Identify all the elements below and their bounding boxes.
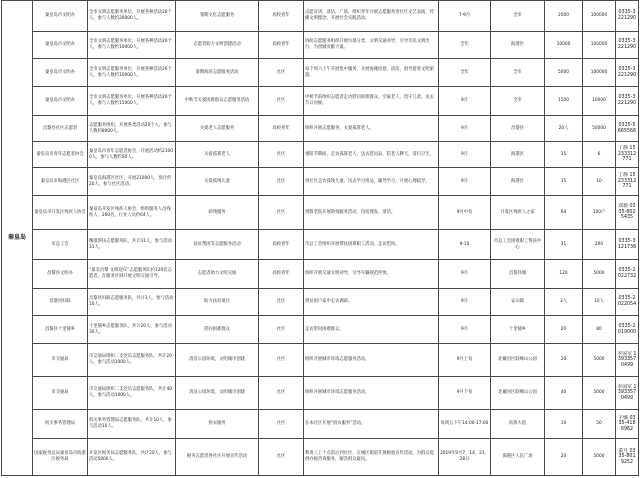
content-cell: 到社区走访孤残儿童，送去学习用品，辅导学习，开展心理疏导。 <box>304 168 439 196</box>
volunteers-cell: 40 <box>545 377 583 410</box>
contact-cell: 0335-5665566 <box>616 116 639 142</box>
time-cell: 9月 <box>439 289 491 316</box>
project-cell: 助力扶贫项目 <box>176 289 259 316</box>
table-row <box>2 142 639 168</box>
beneficiaries-cell: 100户 <box>583 196 616 230</box>
org-desc-cell: 机关事务管理局志愿服务队，共计10人，参与活动10人。 <box>88 410 176 439</box>
volunteers-cell: 20 <box>545 344 583 377</box>
type-cell: 社区 <box>259 87 304 116</box>
org-desc-cell: “最美昌黎 文明迎宾”志愿服务队约120名志愿者，在服务区域开展文明交通引导。 <box>88 260 176 289</box>
time-cell: 9月 <box>439 260 491 289</box>
volunteers-cell: 20人 <box>545 116 583 142</box>
place-cell: 昌黎县城 <box>491 260 545 289</box>
org-desc-cell: 全市文明志愿服务单位，开展各种活动20个人，参与人数约15000人。 <box>88 87 176 116</box>
contact-cell: 0335-3221290 <box>616 1 639 32</box>
volunteers-cell: 5000 <box>545 59 583 87</box>
content-cell: 组织开展城市环境志愿服务活动。 <box>304 344 439 377</box>
project-cell: 助残服务 <box>176 196 259 230</box>
org-desc-cell: 全市文明志愿服务单位，开展各种活动20个人，参与人数约10000人。 <box>88 32 176 59</box>
table-row <box>2 410 639 439</box>
beneficiaries-cell: 100000 <box>583 1 616 32</box>
beneficiaries-cell: 10 <box>583 168 616 196</box>
org-desc-cell: 全市文明志愿服务单位，开展各种活动20个人，参与人数约20000人。 <box>88 1 176 32</box>
volunteers-cell: 10000 <box>545 32 583 59</box>
volunteers-cell: 64 <box>545 196 583 230</box>
place-cell: 海港区人民广场 <box>491 439 545 476</box>
volunteers-cell: 10 <box>545 410 583 439</box>
content-cell: 每个周六上午开展集中服务，开展海滩捡拾、清洁，倡导游客文明旅游。 <box>304 59 439 87</box>
volunteers-cell: 15 <box>545 142 583 168</box>
beneficiaries-cell: 5000 <box>583 377 616 410</box>
table-row <box>2 230 639 260</box>
place-cell: 全市 <box>491 1 545 32</box>
place-cell: 北戴河区联峰山公园 <box>491 377 545 410</box>
project-cell: 暑期文化志愿服务 <box>176 1 259 32</box>
org-desc-cell: 市交通局组织二支党员志愿服务队，共计20人，参与活动1000人。 <box>88 344 176 377</box>
time-cell: 2019年9月7、14、21、28日 <box>439 439 491 476</box>
org-name-cell: 秦皇岛市文明办 <box>33 1 88 32</box>
contact-cell: 0335-2019000 <box>616 316 639 344</box>
project-cell: 捐衣服务 <box>176 410 259 439</box>
place-cell: 全市 <box>491 59 545 87</box>
content-cell: 走访慰问困难群众。 <box>304 316 439 344</box>
table-row <box>2 196 639 230</box>
beneficiaries-cell: 6 <box>583 142 616 168</box>
time-cell: 9月 <box>439 142 491 168</box>
org-desc-cell: 秦皇岛市青年志愿者协会，开展活动约21000人，参与人数约50人。 <box>88 142 176 168</box>
org-desc-cell: 市交通局组织二支党员志愿服务队，共计40人，参与活动1000人。 <box>88 377 176 410</box>
type-cell: 社区 <box>259 289 304 316</box>
type-cell: 社区 <box>259 142 304 168</box>
beneficiaries-cell: 10人 <box>583 289 616 316</box>
project-cell: 暑期海滨志愿服务活动 <box>176 59 259 87</box>
org-desc-cell: 精准帮扶志愿服务队，共计31人，参与活动31人。 <box>88 230 176 260</box>
project-cell: 关爱老人志愿服务 <box>176 116 259 142</box>
org-name-cell: 秦皇岛市青年志愿者协会 <box>33 142 88 168</box>
type-cell: 社区 <box>259 344 304 377</box>
project-cell: 中秋节关爱困难群众志愿服务活动 <box>176 87 259 116</box>
contact-cell: 0335-3221290 <box>616 59 639 87</box>
org-desc-cell: 开发区税务局志愿服务队，共计20人，参与活动5000人。 <box>88 439 176 476</box>
volunteers-cell: 3人 <box>545 289 583 316</box>
beneficiaries-cell: 5000 <box>583 439 616 476</box>
contact-cell: 董凡 0335-8019252 <box>616 439 639 476</box>
type-cell: 高校青年 <box>259 1 304 32</box>
content-cell: 志愿宣讲，清洁，广场，组织青年开展志愿服务进社区文艺表演，传播文明理念，开展社会实践活动。 <box>304 1 439 32</box>
contact-cell: 王娜 0335-4186962 <box>616 410 639 439</box>
contact-cell: 0335-3121736 <box>616 230 639 260</box>
time-cell: 9月中旬 <box>439 196 491 230</box>
type-cell: 高校青年 <box>259 116 304 142</box>
org-name-cell: 国家税务总局秦皇岛市海港区税务局 <box>33 439 88 476</box>
table-row <box>2 377 639 410</box>
org-name-cell: 秦皇岛市文明办 <box>33 59 88 87</box>
type-cell: 社区 <box>259 377 304 410</box>
project-cell: 清洁公园环境，文明城市创建 <box>176 344 259 377</box>
content-cell: 利用八上十点前后到社区，在城区街道开展税收宣传活动，为群众提供办税咨询服务，解答群众疑问。 <box>304 439 439 476</box>
table-row <box>2 439 639 476</box>
content-cell: 组织开展交通文明劝导，引导车辆规范停放。 <box>304 260 439 289</box>
beneficiaries-cell: 100000 <box>583 32 616 59</box>
type-cell: 社区 <box>259 196 304 230</box>
org-name-cell: 秦皇岛市文明办 <box>33 32 88 59</box>
place-cell: 全市 <box>491 87 545 116</box>
place-cell: 海港区 <box>491 32 545 59</box>
time-cell: 9-10 <box>439 230 491 260</box>
org-desc-cell: 昌黎县妇联志愿服务队，共计3人，参与活动10人。 <box>88 289 176 316</box>
region-cell: 秦皇岛 <box>2 1 33 476</box>
place-cell: 开发区残疾人之家 <box>491 196 545 230</box>
project-cell: 关爱孤寡老人 <box>176 142 259 168</box>
beneficiaries-cell: 80 <box>583 316 616 344</box>
org-name-cell: 秦皇岛市海港区社区 <box>33 168 88 196</box>
time-cell: 9月下旬 <box>439 377 491 410</box>
content-cell: 组织开展志愿服务，关爱孤寡老人。 <box>304 116 439 142</box>
org-name-cell: 秦皇岛市文明办 <box>33 87 88 116</box>
time-cell: 9月上旬 <box>439 344 491 377</box>
org-name-cell: 昌黎县妇联 <box>33 289 88 316</box>
org-name-cell: 市交通局 <box>33 344 88 377</box>
table-row <box>2 59 639 87</box>
org-desc-cell: 十里铺乡志愿服务队，共计20人，参与活动30人。 <box>88 316 176 344</box>
org-desc-cell: 全市文明志愿服务单位，开展各种活动20个人，参与人数约10000人。 <box>88 59 176 87</box>
contact-cell: 0335-2022732 <box>616 260 639 289</box>
org-name-cell: 市交通局 <box>33 377 88 410</box>
type-cell: 高校青年 <box>259 260 304 289</box>
time-cell: 全年 <box>439 59 491 87</box>
beneficiaries-cell: 100000 <box>583 59 616 87</box>
place-cell: 海港区 <box>491 168 545 196</box>
project-cell: 清洁公园环境，文明城市创建 <box>176 377 259 410</box>
volunteers-cell: 31 <box>545 230 583 260</box>
project-cell: 志愿者助力文明交通 <box>176 260 259 289</box>
org-name-cell: 市总工会 <box>33 230 88 260</box>
table-row <box>2 1 639 32</box>
beneficiaries-cell: 50 <box>583 410 616 439</box>
content-cell: 协助志愿服务组织开展垃圾分类、文明交通劝导，引导市民文明出行，为创城贡献力量。 <box>304 32 439 59</box>
type-cell: 高校青年 <box>259 32 304 59</box>
volunteers-cell: 15 <box>545 168 583 196</box>
place-cell: 安山镇 <box>491 289 545 316</box>
type-cell: 高校青年 <box>259 230 304 260</box>
volunteers-cell: 120 <box>545 260 583 289</box>
org-name-cell: 机关事务管理局 <box>33 410 88 439</box>
table-row <box>2 168 639 196</box>
type-cell: 社区 <box>259 410 304 439</box>
contact-cell: 0335-3221290 <box>616 87 639 116</box>
content-cell: 到贫困户家中走访调研。 <box>304 289 439 316</box>
beneficiaries-cell: 10000 <box>583 87 616 116</box>
contact-cell: 丁静 15233312771 <box>616 142 639 168</box>
beneficiaries-cell: 5000 <box>583 260 616 289</box>
table-row <box>2 344 639 377</box>
beneficiaries-cell: 50000 <box>583 116 616 142</box>
contact-cell: 丁静 15233312771 <box>616 168 639 196</box>
org-name-cell: 秦皇岛市开发区残疾人协会 <box>33 196 88 230</box>
table-row <box>2 87 639 116</box>
time-cell: 7-9月 <box>439 1 491 32</box>
contact-cell: 0335-2022054 <box>616 289 639 316</box>
org-name-cell: 昌黎县社区志愿者 <box>33 116 88 142</box>
contact-cell: 郑薇 0335-8025435 <box>616 196 639 230</box>
org-name-cell: 昌黎县十里铺乡 <box>33 316 88 344</box>
time-cell: 9月 <box>439 116 491 142</box>
contact-cell: 李国军 13933570499 <box>616 344 639 377</box>
type-cell: 社区 <box>259 439 304 476</box>
content-cell: 中秋节前组织志愿者走访慰问困难群众、空巢老人、留守儿童，送去节日问候。 <box>304 87 439 116</box>
type-cell: 社区 <box>259 316 304 344</box>
volunteers-cell: 2000 <box>545 1 583 32</box>
org-desc-cell: 秦皇岛海港区社区，开展21000人，预计约20人，参与社区活动。 <box>88 168 176 196</box>
beneficiaries-cell: 200 <box>583 230 616 260</box>
org-desc-cell: 志愿服务组织，开展各类活动20个人，参与人数约8000人。 <box>88 116 176 142</box>
place-cell: 滨海大道 <box>491 410 545 439</box>
time-cell: 9月 <box>439 316 491 344</box>
content-cell: 到敬老院开展助残服务活动，包括理发、清洁。 <box>304 196 439 230</box>
type-cell: 社区 <box>259 168 304 196</box>
project-cell: 关爱孤残儿童 <box>176 168 259 196</box>
time-cell: 每周五下午14:00-17:00 <box>439 410 491 439</box>
content-cell: 市总工会组织开展帮扶困难职工活动，走访慰问。 <box>304 230 439 260</box>
table-row <box>2 289 639 316</box>
table-row <box>2 260 639 289</box>
project-cell: 志愿者助力文明创建活动 <box>176 32 259 59</box>
table-row <box>2 116 639 142</box>
place-cell: 北戴河区联峰山公园 <box>491 344 545 377</box>
time-cell: 9月 <box>439 87 491 116</box>
volunteers-cell: 20 <box>545 316 583 344</box>
place-cell: 昌黎县 <box>491 116 545 142</box>
time-cell: 9月 <box>439 168 491 196</box>
place-cell: 市总工会困难职工帮扶中心 <box>491 230 545 260</box>
project-cell: 慰问困难群众 <box>176 316 259 344</box>
contact-cell: 李国军 13933570499 <box>616 377 639 410</box>
type-cell: 社区 <box>259 59 304 87</box>
content-cell: 组织开展城市环境志愿服务活动。 <box>304 377 439 410</box>
table-row <box>2 32 639 59</box>
place-cell: 海港区 <box>491 142 545 168</box>
volunteers-cell: 1500 <box>545 87 583 116</box>
place-cell: 十里铺乡 <box>491 316 545 344</box>
contact-cell: 0335-3221290 <box>616 32 639 59</box>
project-cell: 税务志愿者进社区开展宣传活动 <box>176 439 259 476</box>
content-cell: 在本社区开展“捐衣服务”活动。 <box>304 410 439 439</box>
volunteer-activity-table <box>1 0 639 476</box>
table-row <box>2 316 639 344</box>
time-cell: 全年 <box>439 32 491 59</box>
content-cell: 重阳节期间，走访孤寡老人，送去慰问品，陪老人聊天，清扫卫生。 <box>304 142 439 168</box>
volunteers-cell: 20 <box>545 439 583 476</box>
org-name-cell: 昌黎县文明办 <box>33 260 88 289</box>
org-desc-cell: 秦皇岛开发区残疾人协会，组织服务人员残疾人、260名，行业人员约64人。 <box>88 196 176 230</box>
project-cell: 扶贫帮困等志愿服务活动 <box>176 230 259 260</box>
beneficiaries-cell: 5000 <box>583 344 616 377</box>
